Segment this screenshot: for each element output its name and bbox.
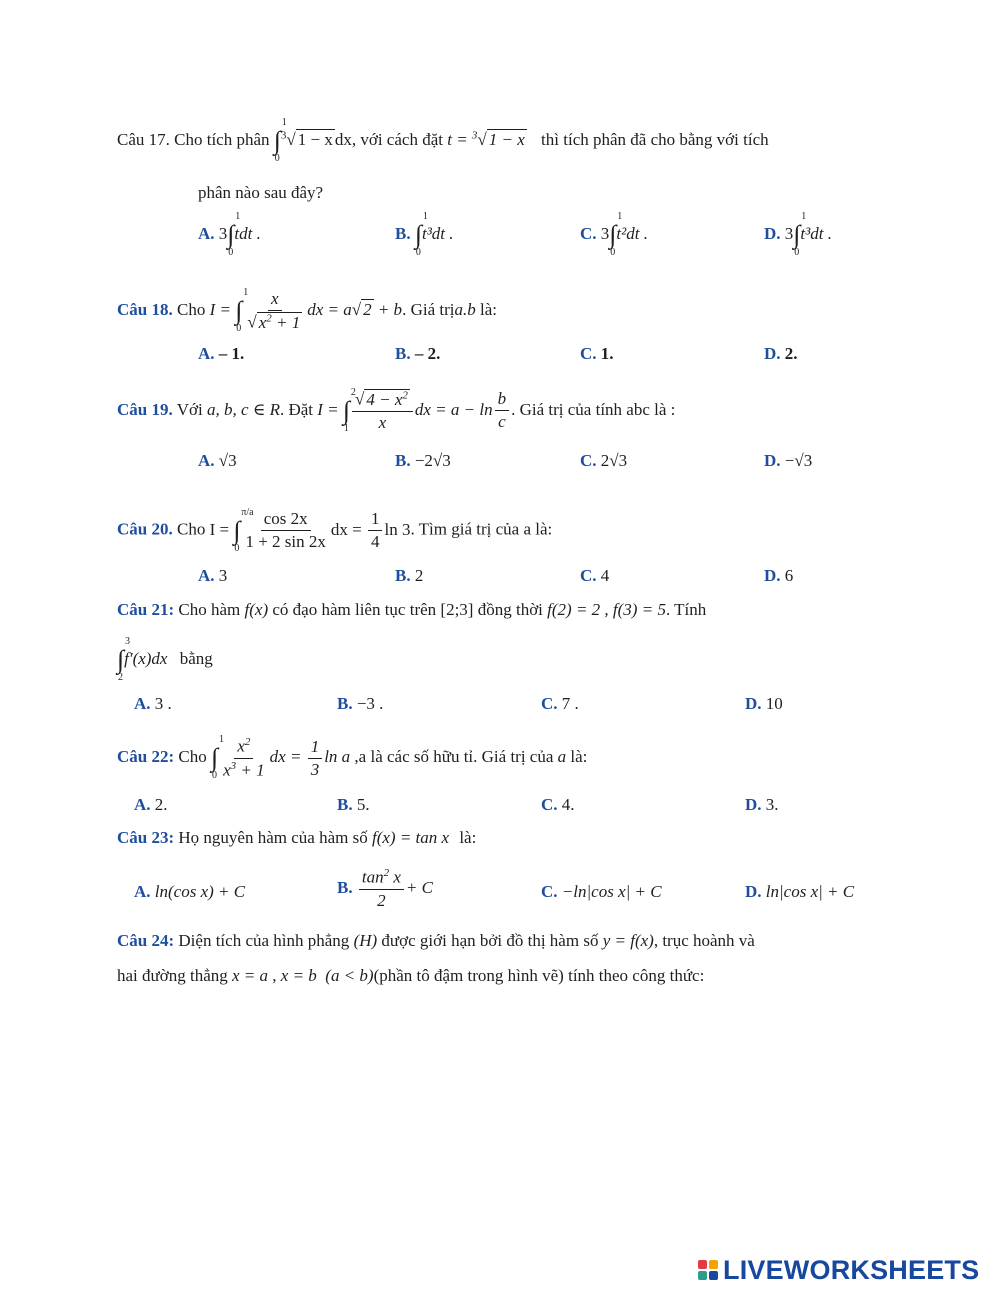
q17-option-a[interactable]: A. 3∫ 1 0 tdt . [198, 211, 261, 258]
q21-option-d[interactable]: D. 10 [745, 694, 783, 713]
q22-option-a[interactable]: A. 2. [134, 795, 168, 814]
liveworksheets-wordmark: LIVEWORKSHEETS [723, 1254, 980, 1285]
question-20 [117, 508, 552, 553]
q22-text-d: là: [566, 747, 588, 767]
q17-label-text: Câu 17. [117, 129, 170, 149]
q20-formula: I = ∫ π/a 0 $\frac{\cos 2x}{1 + 2 \sin 2x}$ dx = $\frac{1}{4}$ ln 3 [209, 506, 411, 554]
q23-option-a[interactable]: A. ln(cos x) + C [134, 882, 246, 901]
logo-square-blue [709, 1271, 718, 1280]
q22-text-c: a [557, 747, 567, 767]
q21-option-a[interactable]: A. 3 . [134, 694, 172, 713]
q18-text-b: . Giá trị [402, 299, 455, 319]
q18-option-a[interactable]: A. – 1. [198, 344, 245, 363]
question-18 [117, 288, 497, 334]
question-22 [117, 735, 587, 782]
q21-integral: ∫ 3 2 f′(x)dx [117, 636, 168, 683]
q21-text-e: bằng [179, 648, 213, 668]
q19-formula: I = ∫ 2 1 $\frac{√ 4 - x^2}{x}$ dx = a − ln $\frac{b}{c}$ [317, 400, 511, 419]
q18-formula: I = ∫ 1 0 $\frac{x}{√ x^2 + 1}$ dx = a√ 2 + b [209, 286, 403, 334]
q17-text-b: , với cách đặt [351, 129, 443, 149]
q23-text-b: là: [459, 828, 477, 847]
q24-function: y = f(x) [602, 931, 654, 950]
q18-text-c: a.b [454, 299, 476, 319]
q19-text-c: . Giá trị của tính abc là : [511, 399, 676, 419]
q19-text-a: Với [176, 399, 203, 419]
q22-text-b: ,a là các số hữu tỉ. Giá trị của [354, 747, 554, 767]
q17-substitution: t = $^3$√ 1 − x [447, 129, 525, 149]
q23-option-c[interactable]: C. −ln|cos x| + C [541, 882, 662, 901]
q21-fx: f(x) [244, 600, 269, 619]
q21-text-c: đồng thời [477, 600, 543, 619]
q20-label: Câu 20. [117, 519, 173, 539]
q21-line2 [117, 636, 213, 683]
q24-text-c: , trục hoành và [653, 931, 755, 950]
q23-option-d[interactable]: D. ln|cos x| + C [745, 882, 855, 901]
q22-text-a: Cho [178, 747, 207, 767]
q22-formula: ∫ 1 0 $\frac{x^2}{x^3 + 1}$ dx = $\frac{1}{3}$ ln a [211, 734, 351, 782]
q20-text-a: Cho [176, 519, 206, 539]
logo-square-teal [698, 1271, 707, 1280]
q19-option-a[interactable]: A. √3 [198, 451, 237, 470]
question-24 [117, 931, 755, 951]
q18-option-c[interactable]: C. 1. [580, 344, 614, 363]
q17-option-c[interactable]: C. 3∫ 1 0 t²dt . [580, 211, 648, 258]
question-21 [117, 600, 706, 620]
q17-intro: Cho tích phân [174, 129, 270, 149]
q18-text-a: Cho [176, 299, 206, 319]
q19-option-c[interactable]: C. 2√3 [580, 451, 628, 470]
question-24-line2 [117, 966, 704, 986]
question-23 [117, 828, 476, 848]
q18-option-d[interactable]: D. 2. [764, 344, 798, 363]
q17-integrand: $^3$√ 1 − x dx [280, 129, 352, 149]
q21-interval: [2;3] [440, 600, 474, 619]
q18-text-d: là: [475, 299, 497, 319]
q19-option-b[interactable]: B. −2√3 [395, 451, 451, 470]
q18-option-b[interactable]: B. – 2. [395, 344, 441, 363]
q21-text-d: . Tính [665, 600, 707, 619]
q20-text-b: . Tìm giá trị của a là: [410, 519, 553, 539]
q21-values: f(2) = 2 , f(3) = 5 [547, 600, 666, 619]
liveworksheets-logo [698, 1254, 979, 1286]
q22-option-c[interactable]: C. 4. [541, 795, 575, 814]
q22-label: Câu 22: [117, 747, 175, 767]
q17-option-b[interactable]: B. ∫ 1 0 t³dt . [395, 211, 454, 258]
q23-function: f(x) = tan x [371, 828, 450, 847]
q24-region: (H) [353, 931, 378, 950]
q19-text-b: . Đặt [279, 399, 313, 419]
q20-option-d[interactable]: D. 6 [764, 566, 794, 585]
q21-option-b[interactable]: B. −3 . [337, 694, 384, 713]
logo-square-yellow [709, 1260, 718, 1269]
q21-label: Câu 21: [117, 600, 175, 619]
q20-option-c[interactable]: C. 4 [580, 566, 610, 585]
q17-line2: phân nào sau đây? [198, 183, 324, 202]
q19-label: Câu 19. [117, 399, 173, 419]
q21-text-a: Cho hàm [178, 600, 241, 619]
q17-integral: ∫ 1 0 [273, 117, 287, 164]
q20-option-a[interactable]: A. 3 [198, 566, 228, 585]
q24-text-a: Diện tích của hình phẳng [178, 931, 350, 950]
q18-label: Câu 18. [117, 299, 173, 319]
question-17-line1 [117, 117, 769, 164]
logo-square-red [698, 1260, 707, 1269]
question-19 [117, 388, 675, 434]
q21-option-c[interactable]: C. 7 . [541, 694, 579, 713]
q24-text-e: (phần tô đậm trong hình vẽ) tính theo công thức: [373, 966, 705, 985]
q24-text-d: hai đường thẳng [117, 966, 228, 985]
liveworksheets-icon [698, 1260, 718, 1280]
q20-option-b[interactable]: B. 2 [395, 566, 424, 585]
q22-option-d[interactable]: D. 3. [745, 795, 779, 814]
q24-lines: x = a , x = b (a < b) [232, 966, 374, 985]
q17-option-d[interactable]: D. 3∫ 1 0 t³dt . [764, 211, 832, 258]
q24-text-b: được giới hạn bởi đồ thị hàm số [381, 931, 599, 950]
q19-option-d[interactable]: D. −√3 [764, 451, 813, 470]
q23-label: Câu 23: [117, 828, 175, 847]
q19-set: a, b, c ∈ R [206, 399, 280, 419]
q23-option-b[interactable]: B. $\frac{\tan^2 x}{2}$ + C [337, 867, 433, 910]
q21-text-b: có đạo hàm liên tục trên [272, 600, 437, 619]
q24-label: Câu 24: [117, 931, 175, 950]
q17-text-c: thì tích phân đã cho bằng với tích [541, 129, 769, 149]
q23-text-a: Họ nguyên hàm của hàm số [178, 828, 368, 847]
q22-option-b[interactable]: B. 5. [337, 795, 370, 814]
